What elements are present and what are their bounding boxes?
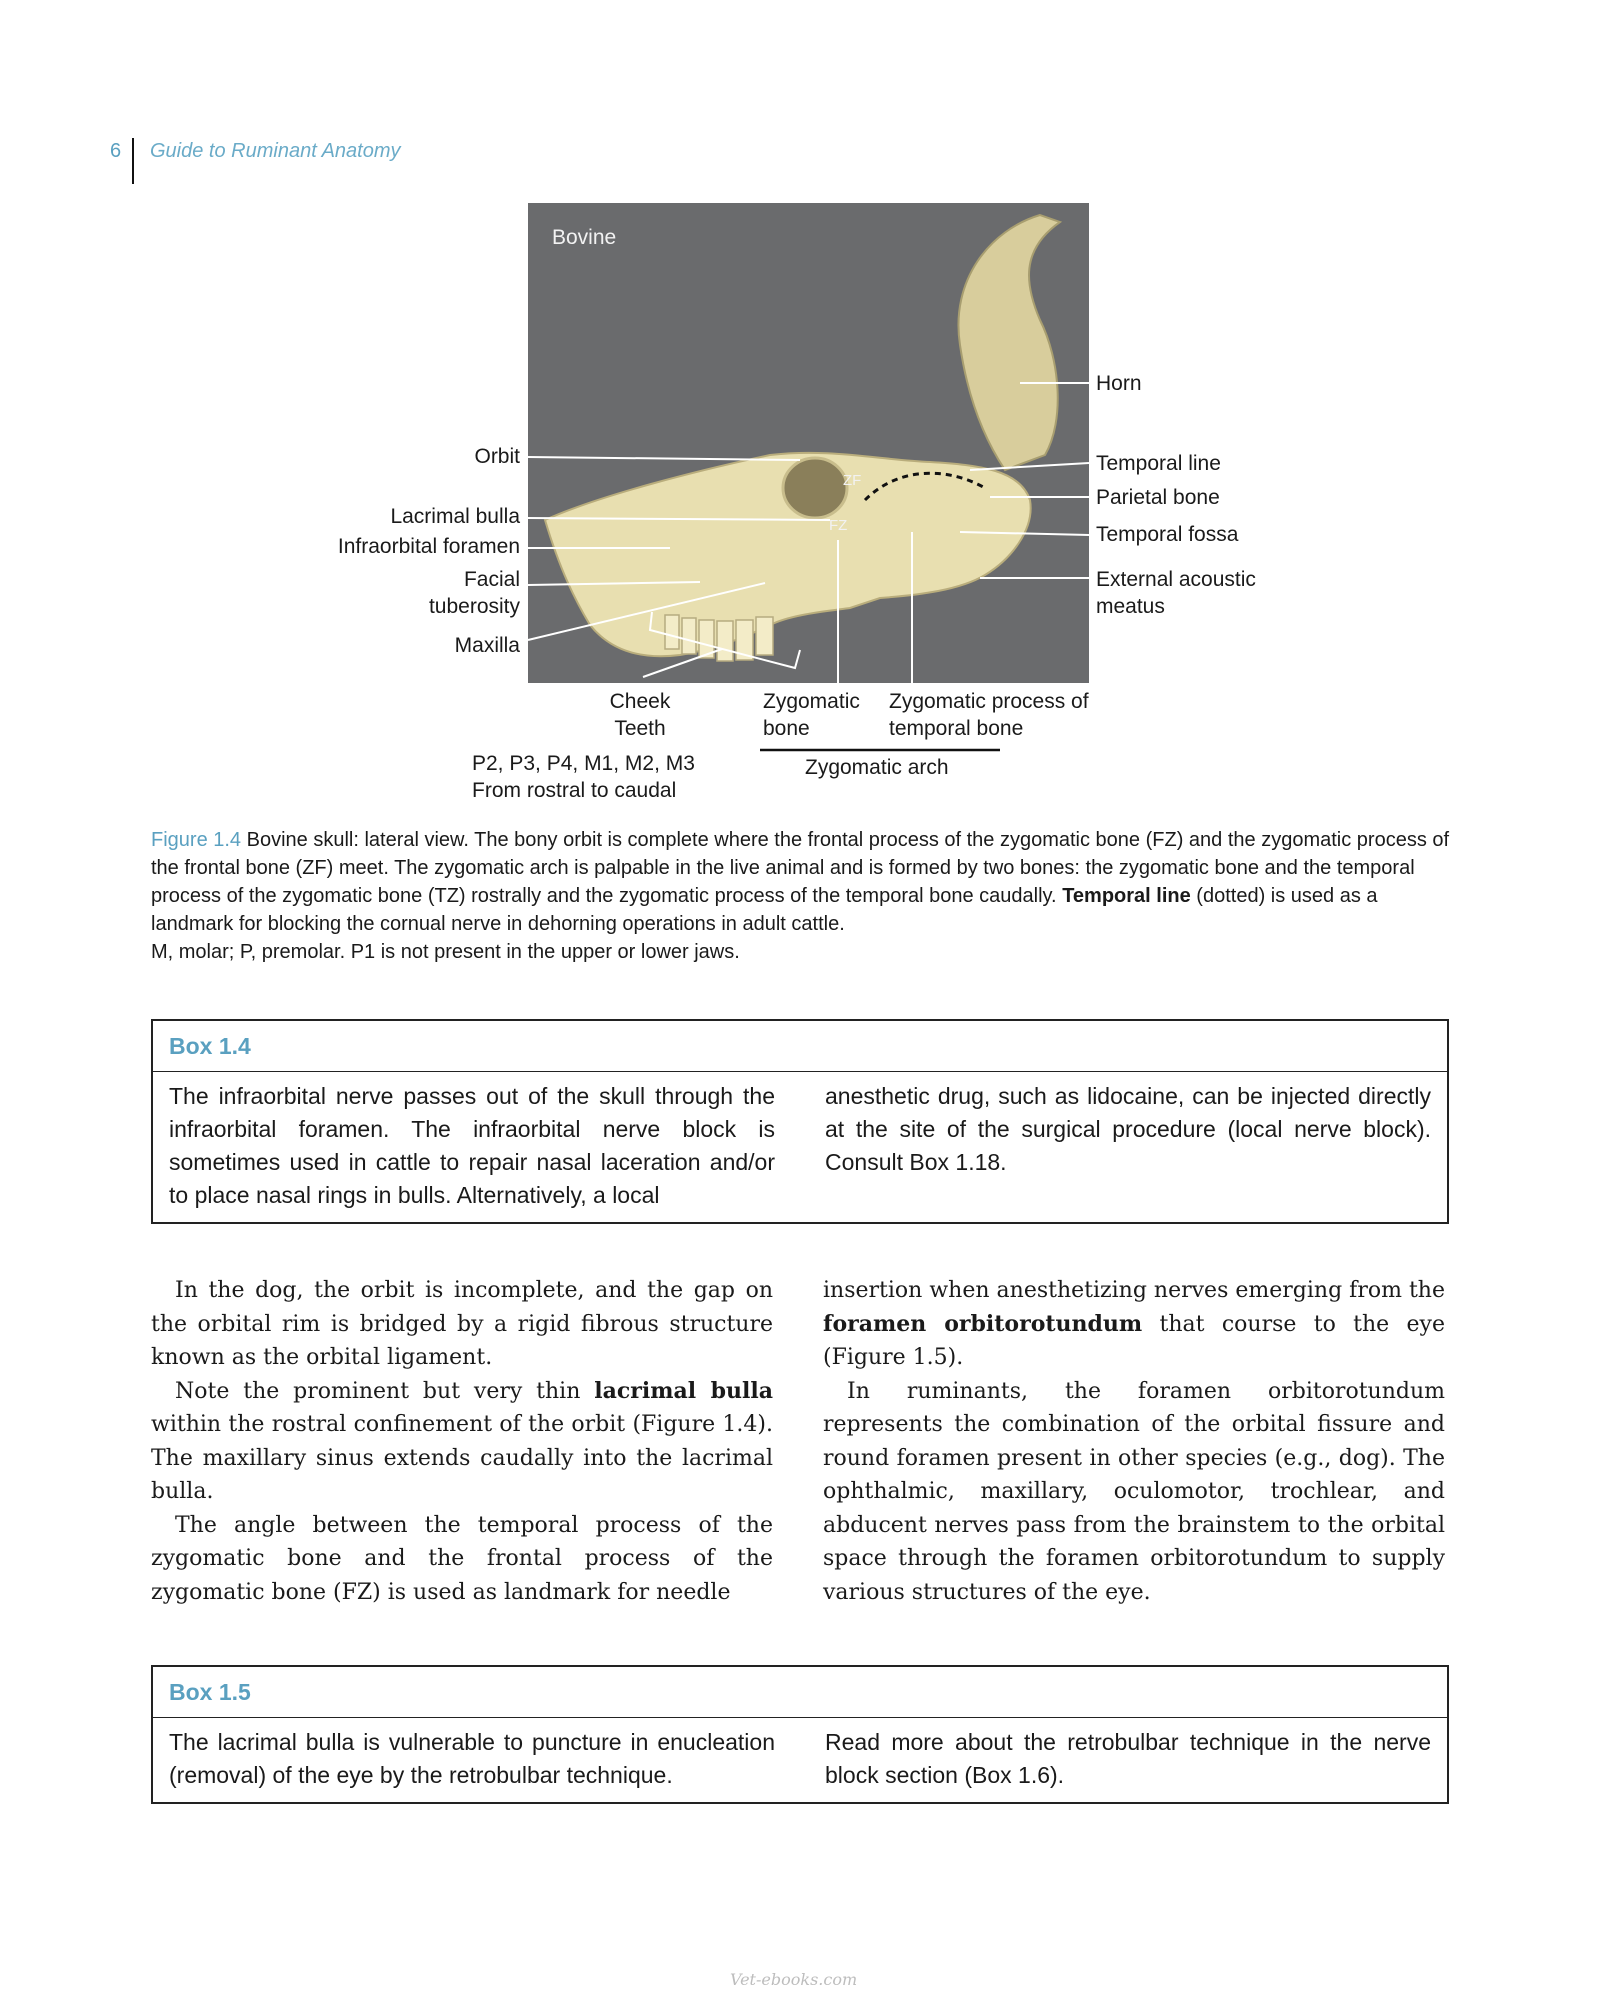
running-title: Guide to Ruminant Anatomy xyxy=(150,140,401,162)
label-horn: Horn xyxy=(1096,372,1142,395)
figure-label: Figure 1.4 xyxy=(151,829,242,851)
orbit-shape xyxy=(783,458,847,518)
para-5: In ruminants, the foramen orbitorotundum represents the combination of the orbital fissure and round foramen present in other species (e.g., dog). The ophthalmic, maxillary, oculomotor, trochlear, and abducent nerves pass from the brainstem to the orbital space through the foramen orbitorotundum to supply various structures of the eye. xyxy=(823,1378,1445,1605)
tag-zf: ZF xyxy=(843,472,862,489)
box-1-5-col2: Read more about the retrobulbar technique in the nerve block section (Box 1.6). xyxy=(825,1729,1431,1788)
label-infraorbital-foramen: Infraorbital foramen xyxy=(337,535,520,558)
label-orbit: Orbit xyxy=(474,445,520,468)
term-lacrimal-bulla: lacrimal bulla xyxy=(594,1377,773,1404)
caption-bold: Temporal line xyxy=(1062,885,1191,907)
caption-text-1: Bovine skull: lateral view. The bony orbit is complete where the frontal process of the zygomatic bone (FZ) and the zygomatic process of the frontal bone (ZF) meet. The zygomatic arch is palpable in the live animal and is formed by two bones: the zygomatic bone and the temporal process of the zygomatic bone (TZ) rostrally and the zygomatic process of the temporal bone caudally. xyxy=(151,829,1450,907)
box-1-4 xyxy=(151,1019,1449,1224)
label-external-acoustic-meatus: External acoustic meatus xyxy=(1096,568,1256,618)
box-1-4-col1: The infraorbital nerve passes out of the skull through the infraorbital foramen. The infraorbital nerve block is sometimes used in cattle to repair nasal laceration and/or to place nasal rings in bulls. Alternatively, a local xyxy=(169,1083,775,1208)
label-facial-tuberosity: Facial tuberosity xyxy=(428,568,520,618)
label-lacrimal-bulla: Lacrimal bulla xyxy=(390,505,520,528)
label-maxilla: Maxilla xyxy=(454,634,520,657)
figure-caption xyxy=(151,826,1451,966)
box-1-4-col2: anesthetic drug, such as lidocaine, can be injected directly at the site of the surgical procedure (local nerve block). Consult Box 1.18. xyxy=(825,1083,1431,1175)
caption-text-3: M, molar; P, premolar. P1 is not present in the upper or lower jaws. xyxy=(151,941,740,963)
box-1-5-col1: The lacrimal bulla is vulnerable to puncture in enucleation (removal) of the eye by the retrobulbar technique. xyxy=(169,1729,775,1788)
tag-fz: FZ xyxy=(829,517,848,534)
label-zygomatic-bone: Zygomatic bone xyxy=(763,690,860,740)
panel-title: Bovine xyxy=(552,226,617,249)
label-temporal-fossa: Temporal fossa xyxy=(1096,523,1239,546)
para-3: The angle between the temporal process of the zygomatic bone and the frontal process of the zygomatic bone (FZ) is used as landmark for needle xyxy=(151,1512,773,1605)
label-cheek-teeth: Cheek Teeth xyxy=(609,690,671,740)
body-col-left xyxy=(151,1274,773,1609)
para-4: insertion when anesthetizing nerves emerging from the foramen orbitorotundum that course to the eye (Figure 1.5). xyxy=(823,1278,1446,1370)
para-1: In the dog, the orbit is incomplete, and the gap on the orbital rim is bridged by a rigid fibrous structure known as the orbital ligament. xyxy=(151,1278,773,1370)
label-temporal-line: Temporal line xyxy=(1096,452,1221,475)
body-col-right xyxy=(823,1274,1445,1609)
term-foramen-orbitorotundum: foramen orbitorotundum xyxy=(823,1310,1143,1337)
label-parietal-bone: Parietal bone xyxy=(1096,486,1220,509)
box-1-5 xyxy=(151,1665,1449,1804)
body-text xyxy=(151,1274,1445,1609)
box-1-5-title: Box 1.5 xyxy=(153,1667,1447,1718)
label-teeth-list: P2, P3, P4, M1, M2, M3 From rostral to caudal xyxy=(472,752,695,802)
caption-text-2: (dotted) is used as a landmark for blocking the cornual nerve in dehorning operations in adult cattle. xyxy=(151,885,1378,935)
para-2: Note the prominent but very thin lacrimal bulla within the rostral confinement of the orbit (Figure 1.4). The maxillary sinus extends caudally into the lacrimal bulla. xyxy=(151,1377,773,1504)
label-zygomatic-arch: Zygomatic arch xyxy=(805,756,949,779)
page-number: 6 xyxy=(110,140,122,162)
box-1-4-title: Box 1.4 xyxy=(153,1021,1447,1072)
figure-1-4 xyxy=(0,0,1600,820)
watermark: Vet-ebooks.com xyxy=(730,1970,858,1989)
label-zygomatic-process: Zygomatic process of temporal bone xyxy=(889,690,1089,740)
